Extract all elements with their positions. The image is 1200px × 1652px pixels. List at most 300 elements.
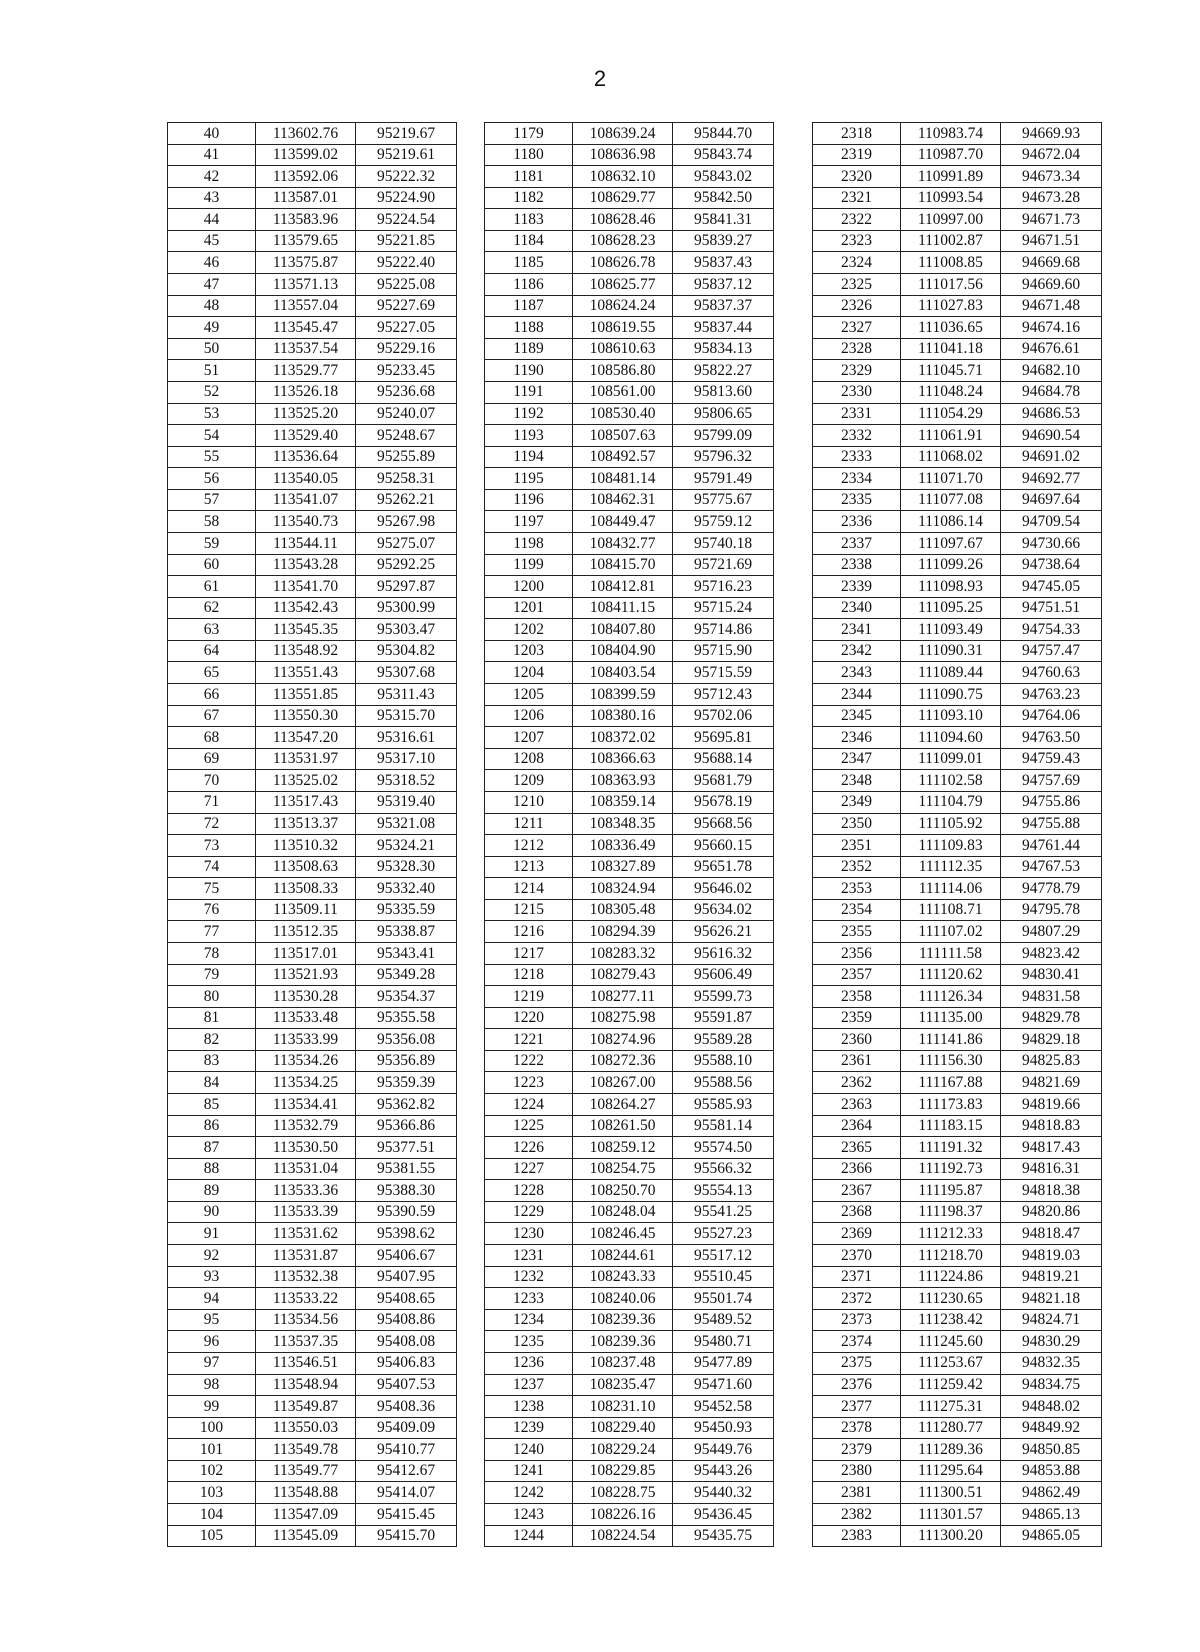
table-row <box>813 813 1102 835</box>
table-row <box>485 1094 774 1116</box>
y-coordinate-cell: 95356.08 <box>356 1029 457 1051</box>
table-row <box>485 640 774 662</box>
table-row <box>813 1072 1102 1094</box>
point-number-cell: 1236 <box>485 1352 573 1374</box>
table-row <box>485 1029 774 1051</box>
table-row <box>485 532 774 554</box>
y-coordinate-cell: 95440.32 <box>673 1482 774 1504</box>
point-number-cell: 2334 <box>813 468 901 490</box>
table-row <box>813 1352 1102 1374</box>
table-row <box>485 1158 774 1180</box>
y-coordinate-cell: 95227.05 <box>356 317 457 339</box>
table-row <box>485 338 774 360</box>
point-number-cell: 1211 <box>485 813 573 835</box>
x-coordinate-cell: 113517.01 <box>256 942 356 964</box>
point-number-cell: 80 <box>168 986 256 1008</box>
x-coordinate-cell: 108229.24 <box>573 1439 673 1461</box>
point-number-cell: 92 <box>168 1245 256 1267</box>
table-row <box>813 1331 1102 1353</box>
point-number-cell: 1241 <box>485 1460 573 1482</box>
point-number-cell: 2324 <box>813 252 901 274</box>
table-row <box>485 1007 774 1029</box>
y-coordinate-cell: 95229.16 <box>356 338 457 360</box>
y-coordinate-cell: 94818.47 <box>1001 1223 1102 1245</box>
point-number-cell: 1231 <box>485 1245 573 1267</box>
table-row <box>168 1094 457 1116</box>
point-number-cell: 1220 <box>485 1007 573 1029</box>
y-coordinate-cell: 95236.68 <box>356 381 457 403</box>
table-row <box>813 1094 1102 1116</box>
table-row <box>813 921 1102 943</box>
point-number-cell: 1189 <box>485 338 573 360</box>
x-coordinate-cell: 108492.57 <box>573 446 673 468</box>
point-number-cell: 1214 <box>485 878 573 900</box>
point-number-cell: 54 <box>168 425 256 447</box>
y-coordinate-cell: 94671.73 <box>1001 209 1102 231</box>
point-number-cell: 1225 <box>485 1115 573 1137</box>
point-number-cell: 2370 <box>813 1245 901 1267</box>
point-number-cell: 86 <box>168 1115 256 1137</box>
point-number-cell: 1196 <box>485 489 573 511</box>
x-coordinate-cell: 113531.87 <box>256 1245 356 1267</box>
point-number-cell: 1183 <box>485 209 573 231</box>
y-coordinate-cell: 95335.59 <box>356 899 457 921</box>
x-coordinate-cell: 113534.26 <box>256 1050 356 1072</box>
point-number-cell: 2377 <box>813 1396 901 1418</box>
table-row <box>813 1029 1102 1051</box>
x-coordinate-cell: 111002.87 <box>901 230 1001 252</box>
x-coordinate-cell: 108372.02 <box>573 727 673 749</box>
y-coordinate-cell: 95715.90 <box>673 640 774 662</box>
point-number-cell: 2360 <box>813 1029 901 1051</box>
x-coordinate-cell: 108403.54 <box>573 662 673 684</box>
x-coordinate-cell: 113549.87 <box>256 1396 356 1418</box>
x-coordinate-cell: 111097.67 <box>901 532 1001 554</box>
y-coordinate-cell: 95646.02 <box>673 878 774 900</box>
point-number-cell: 2364 <box>813 1115 901 1137</box>
y-coordinate-cell: 95258.31 <box>356 468 457 490</box>
point-number-cell: 1204 <box>485 662 573 684</box>
point-number-cell: 1235 <box>485 1331 573 1353</box>
y-coordinate-cell: 94820.86 <box>1001 1201 1102 1223</box>
x-coordinate-cell: 111126.34 <box>901 986 1001 1008</box>
table-row <box>813 425 1102 447</box>
point-number-cell: 50 <box>168 338 256 360</box>
x-coordinate-cell: 108235.47 <box>573 1374 673 1396</box>
table-row <box>168 597 457 619</box>
y-coordinate-cell: 95712.43 <box>673 684 774 706</box>
table-row <box>813 986 1102 1008</box>
point-number-cell: 2356 <box>813 942 901 964</box>
x-coordinate-cell: 113579.65 <box>256 230 356 252</box>
point-number-cell: 2381 <box>813 1482 901 1504</box>
x-coordinate-cell: 113533.22 <box>256 1288 356 1310</box>
point-number-cell: 2323 <box>813 230 901 252</box>
y-coordinate-cell: 95225.08 <box>356 274 457 296</box>
point-number-cell: 1182 <box>485 187 573 209</box>
x-coordinate-cell: 108530.40 <box>573 403 673 425</box>
table-row <box>168 1223 457 1245</box>
point-number-cell: 2369 <box>813 1223 901 1245</box>
table-row <box>168 1309 457 1331</box>
table-row <box>168 381 457 403</box>
point-number-cell: 1208 <box>485 748 573 770</box>
point-number-cell: 1239 <box>485 1417 573 1439</box>
table-row <box>168 1504 457 1526</box>
point-number-cell: 1221 <box>485 1029 573 1051</box>
table-row <box>485 942 774 964</box>
y-coordinate-cell: 95740.18 <box>673 532 774 554</box>
x-coordinate-cell: 113545.09 <box>256 1525 356 1547</box>
x-coordinate-cell: 108259.12 <box>573 1137 673 1159</box>
table-row <box>813 230 1102 252</box>
y-coordinate-cell: 94819.66 <box>1001 1094 1102 1116</box>
x-coordinate-cell: 113545.35 <box>256 619 356 641</box>
table-row <box>168 1158 457 1180</box>
point-number-cell: 1200 <box>485 576 573 598</box>
point-number-cell: 1227 <box>485 1158 573 1180</box>
y-coordinate-cell: 94757.47 <box>1001 640 1102 662</box>
point-number-cell: 2325 <box>813 274 901 296</box>
x-coordinate-cell: 108243.33 <box>573 1266 673 1288</box>
y-coordinate-cell: 95343.41 <box>356 942 457 964</box>
y-coordinate-cell: 94669.60 <box>1001 274 1102 296</box>
x-coordinate-cell: 111093.10 <box>901 705 1001 727</box>
y-coordinate-cell: 95651.78 <box>673 856 774 878</box>
x-coordinate-cell: 108407.80 <box>573 619 673 641</box>
x-coordinate-cell: 111108.71 <box>901 899 1001 921</box>
y-coordinate-cell: 95219.67 <box>356 123 457 145</box>
table-row <box>168 144 457 166</box>
y-coordinate-cell: 95841.31 <box>673 209 774 231</box>
y-coordinate-cell: 95248.67 <box>356 425 457 447</box>
point-number-cell: 2363 <box>813 1094 901 1116</box>
x-coordinate-cell: 110983.74 <box>901 123 1001 145</box>
point-number-cell: 2340 <box>813 597 901 619</box>
y-coordinate-cell: 95412.67 <box>356 1460 457 1482</box>
y-coordinate-cell: 95409.09 <box>356 1417 457 1439</box>
table-row <box>168 1072 457 1094</box>
point-number-cell: 2342 <box>813 640 901 662</box>
point-number-cell: 1199 <box>485 554 573 576</box>
y-coordinate-cell: 95837.37 <box>673 295 774 317</box>
y-coordinate-cell: 95317.10 <box>356 748 457 770</box>
point-number-cell: 1234 <box>485 1309 573 1331</box>
point-number-cell: 2352 <box>813 856 901 878</box>
y-coordinate-cell: 95471.60 <box>673 1374 774 1396</box>
point-number-cell: 1244 <box>485 1525 573 1547</box>
point-number-cell: 69 <box>168 748 256 770</box>
y-coordinate-cell: 94865.05 <box>1001 1525 1102 1547</box>
table-row <box>485 899 774 921</box>
table-row <box>485 705 774 727</box>
y-coordinate-cell: 94819.21 <box>1001 1266 1102 1288</box>
point-number-cell: 2362 <box>813 1072 901 1094</box>
table-row <box>813 1309 1102 1331</box>
table-row <box>168 1374 457 1396</box>
y-coordinate-cell: 94832.35 <box>1001 1352 1102 1374</box>
x-coordinate-cell: 108404.90 <box>573 640 673 662</box>
x-coordinate-cell: 113508.33 <box>256 878 356 900</box>
x-coordinate-cell: 113534.41 <box>256 1094 356 1116</box>
x-coordinate-cell: 108626.78 <box>573 252 673 274</box>
x-coordinate-cell: 111259.42 <box>901 1374 1001 1396</box>
y-coordinate-cell: 95588.10 <box>673 1050 774 1072</box>
table-row <box>813 1158 1102 1180</box>
point-number-cell: 1193 <box>485 425 573 447</box>
x-coordinate-cell: 113548.88 <box>256 1482 356 1504</box>
x-coordinate-cell: 108248.04 <box>573 1201 673 1223</box>
point-number-cell: 41 <box>168 144 256 166</box>
y-coordinate-cell: 94672.04 <box>1001 144 1102 166</box>
point-number-cell: 77 <box>168 921 256 943</box>
y-coordinate-cell: 94834.75 <box>1001 1374 1102 1396</box>
x-coordinate-cell: 111093.49 <box>901 619 1001 641</box>
x-coordinate-cell: 108229.40 <box>573 1417 673 1439</box>
x-coordinate-cell: 108586.80 <box>573 360 673 382</box>
point-number-cell: 73 <box>168 835 256 857</box>
point-number-cell: 82 <box>168 1029 256 1051</box>
table-row <box>168 166 457 188</box>
y-coordinate-cell: 95408.86 <box>356 1309 457 1331</box>
y-coordinate-cell: 94671.51 <box>1001 230 1102 252</box>
y-coordinate-cell: 95227.69 <box>356 295 457 317</box>
x-coordinate-cell: 108625.77 <box>573 274 673 296</box>
y-coordinate-cell: 95332.40 <box>356 878 457 900</box>
point-number-cell: 2331 <box>813 403 901 425</box>
table-row <box>485 662 774 684</box>
table-row <box>813 144 1102 166</box>
table-row <box>485 1309 774 1331</box>
x-coordinate-cell: 108432.77 <box>573 532 673 554</box>
table-row <box>168 360 457 382</box>
point-number-cell: 55 <box>168 446 256 468</box>
x-coordinate-cell: 108229.85 <box>573 1460 673 1482</box>
table-row <box>813 317 1102 339</box>
point-number-cell: 63 <box>168 619 256 641</box>
x-coordinate-cell: 113509.11 <box>256 899 356 921</box>
x-coordinate-cell: 108619.55 <box>573 317 673 339</box>
x-coordinate-cell: 111095.25 <box>901 597 1001 619</box>
x-coordinate-cell: 113545.47 <box>256 317 356 339</box>
y-coordinate-cell: 95307.68 <box>356 662 457 684</box>
table-row <box>485 1460 774 1482</box>
y-coordinate-cell: 94754.33 <box>1001 619 1102 641</box>
y-coordinate-cell: 95415.70 <box>356 1525 457 1547</box>
x-coordinate-cell: 113534.25 <box>256 1072 356 1094</box>
x-coordinate-cell: 113541.70 <box>256 576 356 598</box>
y-coordinate-cell: 95480.71 <box>673 1331 774 1353</box>
x-coordinate-cell: 113532.38 <box>256 1266 356 1288</box>
y-coordinate-cell: 94691.02 <box>1001 446 1102 468</box>
table-row <box>485 748 774 770</box>
table-row <box>813 1223 1102 1245</box>
y-coordinate-cell: 95837.43 <box>673 252 774 274</box>
point-number-cell: 1216 <box>485 921 573 943</box>
point-number-cell: 2348 <box>813 770 901 792</box>
point-number-cell: 2372 <box>813 1288 901 1310</box>
point-number-cell: 60 <box>168 554 256 576</box>
page-number: 2 <box>593 66 607 91</box>
point-number-cell: 57 <box>168 489 256 511</box>
x-coordinate-cell: 108624.24 <box>573 295 673 317</box>
point-number-cell: 2322 <box>813 209 901 231</box>
x-coordinate-cell: 111111.58 <box>901 942 1001 964</box>
x-coordinate-cell: 111094.60 <box>901 727 1001 749</box>
table-row <box>813 878 1102 900</box>
x-coordinate-cell: 111289.36 <box>901 1439 1001 1461</box>
point-number-cell: 2367 <box>813 1180 901 1202</box>
table-row <box>168 835 457 857</box>
y-coordinate-cell: 94829.18 <box>1001 1029 1102 1051</box>
y-coordinate-cell: 94755.88 <box>1001 813 1102 835</box>
y-coordinate-cell: 95837.44 <box>673 317 774 339</box>
x-coordinate-cell: 111041.18 <box>901 338 1001 360</box>
x-coordinate-cell: 113530.28 <box>256 986 356 1008</box>
point-number-cell: 2336 <box>813 511 901 533</box>
point-number-cell: 85 <box>168 1094 256 1116</box>
point-number-cell: 1232 <box>485 1266 573 1288</box>
y-coordinate-cell: 95390.59 <box>356 1201 457 1223</box>
x-coordinate-cell: 108449.47 <box>573 511 673 533</box>
table-row <box>168 1180 457 1202</box>
y-coordinate-cell: 95300.99 <box>356 597 457 619</box>
x-coordinate-cell: 108348.35 <box>573 813 673 835</box>
y-coordinate-cell: 95366.86 <box>356 1115 457 1137</box>
table-row <box>485 576 774 598</box>
table-row <box>485 425 774 447</box>
y-coordinate-cell: 95377.51 <box>356 1137 457 1159</box>
point-number-cell: 2338 <box>813 554 901 576</box>
x-coordinate-cell: 111280.77 <box>901 1417 1001 1439</box>
x-coordinate-cell: 113513.37 <box>256 813 356 835</box>
point-number-cell: 90 <box>168 1201 256 1223</box>
table-row <box>485 209 774 231</box>
point-number-cell: 1240 <box>485 1439 573 1461</box>
point-number-cell: 1192 <box>485 403 573 425</box>
x-coordinate-cell: 108481.14 <box>573 468 673 490</box>
table-row <box>813 209 1102 231</box>
table-row <box>485 1504 774 1526</box>
table-row <box>485 144 774 166</box>
x-coordinate-cell: 108629.77 <box>573 187 673 209</box>
y-coordinate-cell: 95414.07 <box>356 1482 457 1504</box>
point-number-cell: 2358 <box>813 986 901 1008</box>
x-coordinate-cell: 111036.65 <box>901 317 1001 339</box>
y-coordinate-cell: 95406.67 <box>356 1245 457 1267</box>
table-row <box>485 856 774 878</box>
x-coordinate-cell: 108237.48 <box>573 1352 673 1374</box>
table-row <box>485 187 774 209</box>
point-number-cell: 1180 <box>485 144 573 166</box>
table-row <box>813 1201 1102 1223</box>
x-coordinate-cell: 108264.27 <box>573 1094 673 1116</box>
table-row <box>813 1137 1102 1159</box>
table-row <box>485 921 774 943</box>
point-number-cell: 66 <box>168 684 256 706</box>
point-number-cell: 2365 <box>813 1137 901 1159</box>
x-coordinate-cell: 108359.14 <box>573 791 673 813</box>
x-coordinate-cell: 108246.45 <box>573 1223 673 1245</box>
y-coordinate-cell: 94763.50 <box>1001 727 1102 749</box>
point-number-cell: 2371 <box>813 1266 901 1288</box>
y-coordinate-cell: 94829.78 <box>1001 1007 1102 1029</box>
table-row <box>813 532 1102 554</box>
point-number-cell: 1228 <box>485 1180 573 1202</box>
point-number-cell: 1217 <box>485 942 573 964</box>
table-row <box>168 986 457 1008</box>
x-coordinate-cell: 111253.67 <box>901 1352 1001 1374</box>
table-row <box>168 1460 457 1482</box>
table-row <box>485 1180 774 1202</box>
y-coordinate-cell: 94671.48 <box>1001 295 1102 317</box>
y-coordinate-cell: 95702.06 <box>673 705 774 727</box>
point-number-cell: 2329 <box>813 360 901 382</box>
y-coordinate-cell: 94682.10 <box>1001 360 1102 382</box>
y-coordinate-cell: 94738.64 <box>1001 554 1102 576</box>
x-coordinate-cell: 113547.09 <box>256 1504 356 1526</box>
table-row <box>168 921 457 943</box>
point-number-cell: 1197 <box>485 511 573 533</box>
x-coordinate-cell: 113599.02 <box>256 144 356 166</box>
x-coordinate-cell: 111102.58 <box>901 770 1001 792</box>
table-row <box>485 1266 774 1288</box>
point-number-cell: 91 <box>168 1223 256 1245</box>
y-coordinate-cell: 95338.87 <box>356 921 457 943</box>
table-row <box>168 791 457 813</box>
point-number-cell: 1229 <box>485 1201 573 1223</box>
point-number-cell: 1222 <box>485 1050 573 1072</box>
y-coordinate-cell: 95554.13 <box>673 1180 774 1202</box>
table-row <box>813 727 1102 749</box>
table-row <box>485 1137 774 1159</box>
point-number-cell: 1238 <box>485 1396 573 1418</box>
point-number-cell: 1237 <box>485 1374 573 1396</box>
table-row <box>168 813 457 835</box>
point-number-cell: 1242 <box>485 1482 573 1504</box>
y-coordinate-cell: 94825.83 <box>1001 1050 1102 1072</box>
table-row <box>813 1180 1102 1202</box>
point-number-cell: 64 <box>168 640 256 662</box>
point-number-cell: 1198 <box>485 532 573 554</box>
x-coordinate-cell: 113541.07 <box>256 489 356 511</box>
table-row <box>168 532 457 554</box>
point-number-cell: 2383 <box>813 1525 901 1547</box>
y-coordinate-cell: 95304.82 <box>356 640 457 662</box>
x-coordinate-cell: 108261.50 <box>573 1115 673 1137</box>
x-coordinate-cell: 108305.48 <box>573 899 673 921</box>
x-coordinate-cell: 113537.54 <box>256 338 356 360</box>
y-coordinate-cell: 94821.69 <box>1001 1072 1102 1094</box>
y-coordinate-cell: 94818.83 <box>1001 1115 1102 1137</box>
x-coordinate-cell: 113540.05 <box>256 468 356 490</box>
table-row <box>485 274 774 296</box>
y-coordinate-cell: 94824.71 <box>1001 1309 1102 1331</box>
table-row <box>813 338 1102 360</box>
table-row <box>813 1482 1102 1504</box>
table-row <box>813 662 1102 684</box>
table-row <box>168 468 457 490</box>
y-coordinate-cell: 95715.59 <box>673 662 774 684</box>
x-coordinate-cell: 113546.51 <box>256 1352 356 1374</box>
y-coordinate-cell: 95315.70 <box>356 705 457 727</box>
y-coordinate-cell: 95359.39 <box>356 1072 457 1094</box>
point-number-cell: 2357 <box>813 964 901 986</box>
point-number-cell: 2321 <box>813 187 901 209</box>
point-number-cell: 2380 <box>813 1460 901 1482</box>
y-coordinate-cell: 94673.28 <box>1001 187 1102 209</box>
y-coordinate-cell: 95681.79 <box>673 770 774 792</box>
